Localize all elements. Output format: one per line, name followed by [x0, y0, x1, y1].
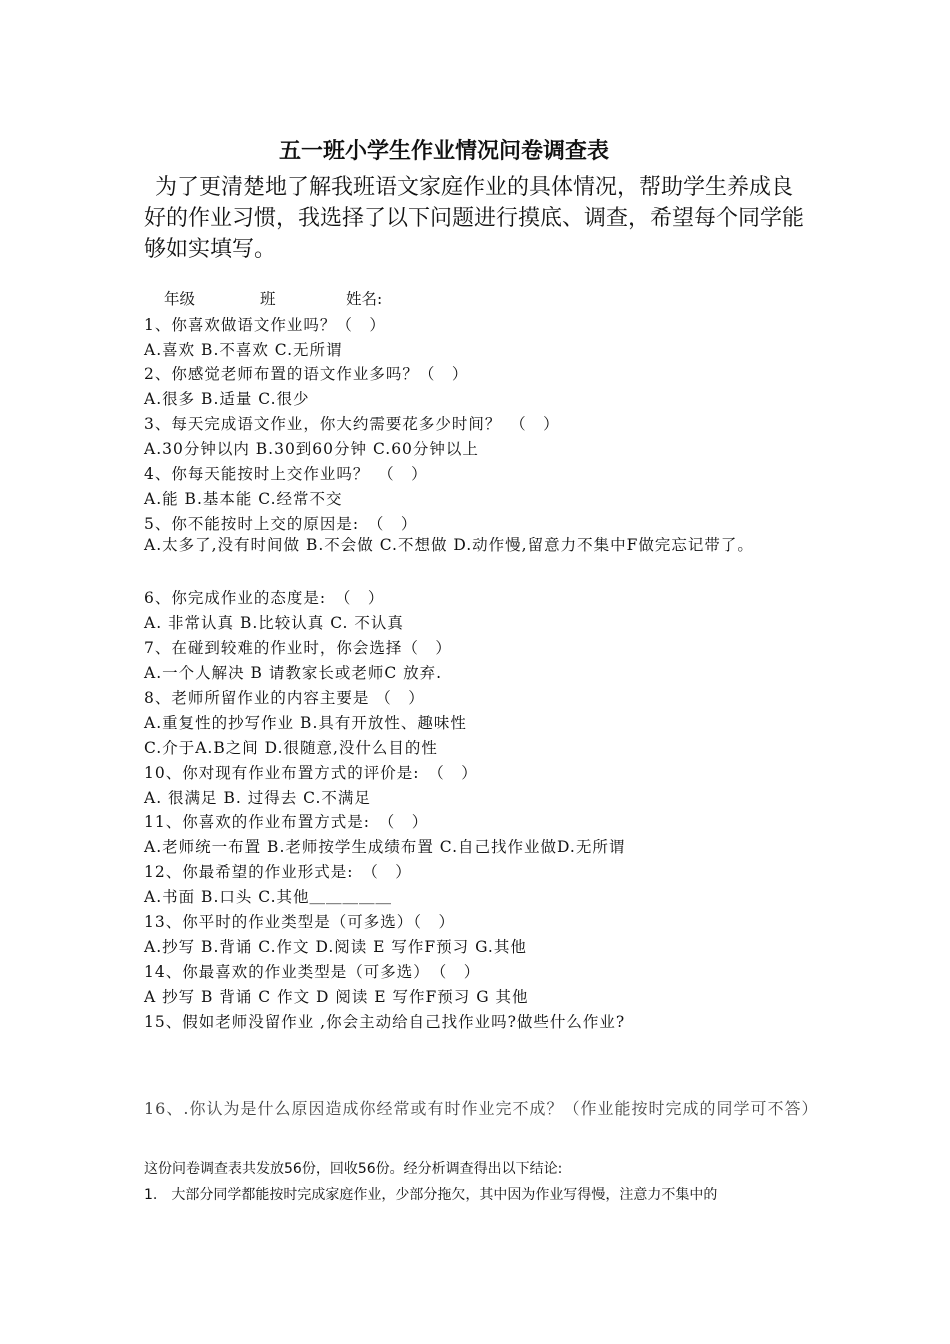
grade-label: 年级 [164, 290, 196, 308]
answer-options: A. 非常认真 B.比较认真 C. 不认真 [144, 614, 404, 632]
question-line: 13、你平时的作业类型是（可多选）（ ） [144, 913, 455, 931]
question-line: 15、假如老师没留作业 ,你会主动给自己找作业吗?做些什么作业? [144, 1013, 626, 1031]
summary-intro: 这份问卷调查表共发放56份，回收56份。经分析调查得出以下结论: [144, 1161, 563, 1177]
answer-options: A.喜欢 B.不喜欢 C.无所谓 [144, 341, 343, 359]
answer-options: A.太多了,没有时间做 B.不会做 C.不想做 D.动作慢,留意力不集中F做完忘记带了。 [144, 536, 754, 554]
question-line: 10、你对现有作业布置方式的评价是: （ ） [144, 764, 478, 782]
summary-item: 1. 大部分同学都能按时完成家庭作业，少部分拖欠，其中因为作业写得慢，注意力不集中的 [144, 1187, 718, 1203]
answer-options: A 抄写 B 背诵 C 作文 D 阅读 E 写作F预习 G 其他 [144, 988, 529, 1006]
question-line: 8、老师所留作业的内容主要是 （ ） [144, 689, 425, 707]
question-line: 3、每天完成语文作业，你大约需要花多少时间？ （ ） [144, 415, 560, 433]
question-line: 2、你感觉老师布置的语文作业多吗？（ ） [144, 365, 469, 383]
question-16: 16、.你认为是什么原因造成你经常或有时作业完不成？（作业能按时完成的同学可不答） [144, 1099, 819, 1118]
answer-options: A.很多 B.适量 C.很少 [144, 390, 310, 408]
question-line: 5、你不能按时上交的原因是: （ ） [144, 515, 418, 533]
answer-options: A. 很满足 B. 过得去 C.不满足 [144, 789, 371, 807]
question-line: 11、你喜欢的作业布置方式是: （ ） [144, 813, 429, 831]
answer-options: A.老师统一布置 B.老师按学生成绩布置 C.自己找作业做D.无所谓 [144, 838, 626, 856]
intro-paragraph: 为了更清楚地了解我班语文家庭作业的具体情况，帮助学生养成良好的作业习惯，我选择了以下问题进行摸底、调查，希望每个同学能够如实填写。 [144, 175, 805, 262]
question-line: 14、你最喜欢的作业类型是（可多选） （ ） [144, 963, 481, 981]
name-label: 姓名: [346, 290, 383, 308]
answer-options: A.抄写 B.背诵 C.作文 D.阅读 E 写作F预习 G.其他 [144, 938, 527, 956]
answer-options: C.介于A.B之间 D.很随意,没什么目的性 [144, 739, 438, 757]
answer-options: A.能 B.基本能 C.经常不交 [144, 490, 343, 508]
question-line: 12、你最希望的作业形式是: （ ） [144, 863, 412, 881]
question-line: 4、你每天能按时上交作业吗？ （ ） [144, 465, 428, 483]
answer-options: A.一个人解决 B 请教家长或老师C 放弃. [144, 664, 443, 682]
class-label: 班 [260, 290, 276, 308]
answer-options: A.30分钟以内 B.30到60分钟 C.60分钟以上 [144, 440, 479, 458]
document-title: 五一班小学生作业情况问卷调查表 [278, 139, 609, 164]
question-line: 1、你喜欢做语文作业吗？（ ） [144, 316, 386, 334]
question-line: 6、你完成作业的态度是: （ ） [144, 589, 385, 607]
answer-options: A.重复性的抄写作业 B.具有开放性、趣味性 [144, 714, 467, 732]
question-line: 7、在碰到较难的作业时，你会选择（ ） [144, 639, 452, 657]
answer-options: A.书面 B.口头 C.其他＿＿＿＿＿ [144, 888, 393, 906]
